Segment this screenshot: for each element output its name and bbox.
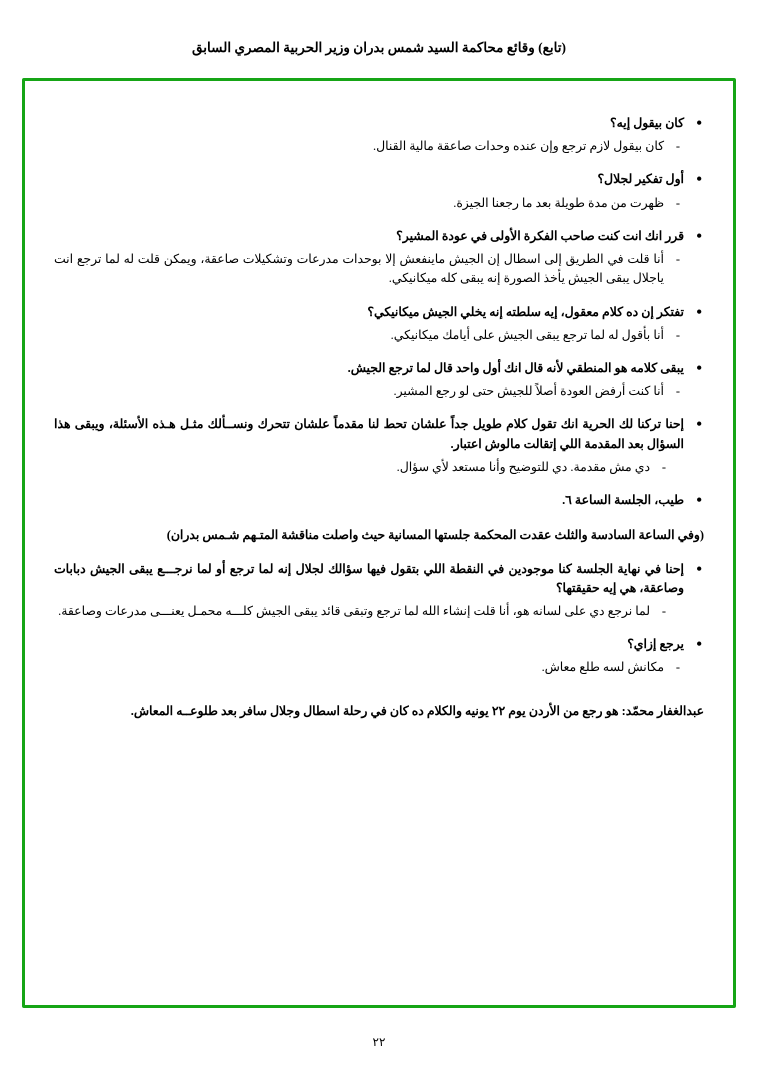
answer-text: - أنا بأقول له لما ترجع يبقى الجيش على أيامك ميكانيكي. (54, 326, 684, 345)
list-item (54, 415, 704, 477)
list-item (54, 359, 704, 401)
narration-paragraph: (وفي الساعة السادسة والثلث عقدت المحكمة جلستها المسانية حيث واصلت مناقشة المتـهم شـمس بدران) (166, 528, 704, 543)
speaker-name: عبدالغفار محمّد: (621, 703, 704, 718)
answer-text: - لما نرجع دي على لسانه هو، أنا قلت إنشاء الله لما ترجع وتبقى قائد يبقى الجيش كلـــه محمـل يعنـــى مدرعات وصاعقة. (54, 602, 684, 621)
qa-list-before-narration (54, 114, 704, 510)
question-text: • كان بيقول إيه؟ (610, 116, 684, 130)
question-text: • يبقى كلامه هو المنطقي لأنه قال انك أول واحد قال لما ترجع الجيش. (347, 360, 684, 375)
list-item (54, 170, 704, 212)
question-text: • تفتكر إن ده كلام معقول، إيه سلطته إنه يخلي الجيش ميكانيكي؟ (367, 304, 684, 319)
answer-text: - ظهرت من مدة طويلة بعد ما رجعنا الجيزة. (54, 194, 684, 213)
answer-text: - أنا كنت أرفض العودة أصلاً للجيش حتى لو رجع المشير. (54, 382, 684, 401)
list-item (54, 303, 704, 345)
answer-text: - كان بيقول لازم ترجع وإن عنده وحدات صاعقة مالية القنال. (54, 137, 684, 156)
answer-text: - أنا قلت في الطريق إلى اسطال إن الجيش ماينفعش إلا بوحدات مدرعات وتشكيلات صاعقة، ويمكن قلت له لما ترجع انت ياجلال يبقى الجيش يأخذ الصورة إنه يبقى كله ميكانيكي. (54, 250, 684, 288)
page-number: ٢٢ (372, 1035, 386, 1049)
question-text: • أول تفكير لجلال؟ (597, 172, 684, 187)
question-text: • قرر انك انت كنت صاحب الفكرة الأولى في عودة المشير؟ (396, 228, 684, 243)
question-text: • إحنا تركنا لك الحرية انك تقول كلام طويل جداً علشان تحط لنا مقدماً علشان تتحرك ونســألك مثـل هـذه الأسئلة، ويبقى هذا السؤال بعد المقدمة اللي إتقالت مالوش اعتبار. (54, 417, 684, 451)
closing-statement (54, 702, 704, 721)
question-text: • يرجع إزاي؟ (627, 637, 684, 652)
page-content (40, 100, 718, 990)
closing-text: هو رجع من الأردن يوم ٢٢ يونيه والكلام ده كان في رحلة اسطال وجلال سافر بعد طلوعــه المعاش. (130, 703, 622, 718)
list-item (54, 227, 704, 289)
answer-text: - دي مش مقدمة. دي للتوضيح وأنا مستعد لأي سؤال. (54, 458, 684, 477)
question-text: • طيب، الجلسة الساعة ٦. (562, 493, 684, 508)
list-item (54, 560, 704, 622)
question-text: • إحنا في نهاية الجلسة كنا موجودين في النقطة اللي بتقول فيها سؤالك لجلال إنه لما ترجع أو لما نرجـــع يبقى الجيش دبابات وصاعقة، هي إيه حقيقتها؟ (54, 561, 684, 595)
answer-text: - مكانش لسه طلع معاش. (54, 658, 684, 677)
page-header-title: (تابع) وقائع محاكمة السيد شمس بدران وزير الحربية المصري السابق (192, 40, 566, 55)
qa-list-after-narration (54, 560, 704, 678)
list-item (54, 635, 704, 677)
list-item (54, 491, 704, 510)
list-item (54, 114, 704, 156)
